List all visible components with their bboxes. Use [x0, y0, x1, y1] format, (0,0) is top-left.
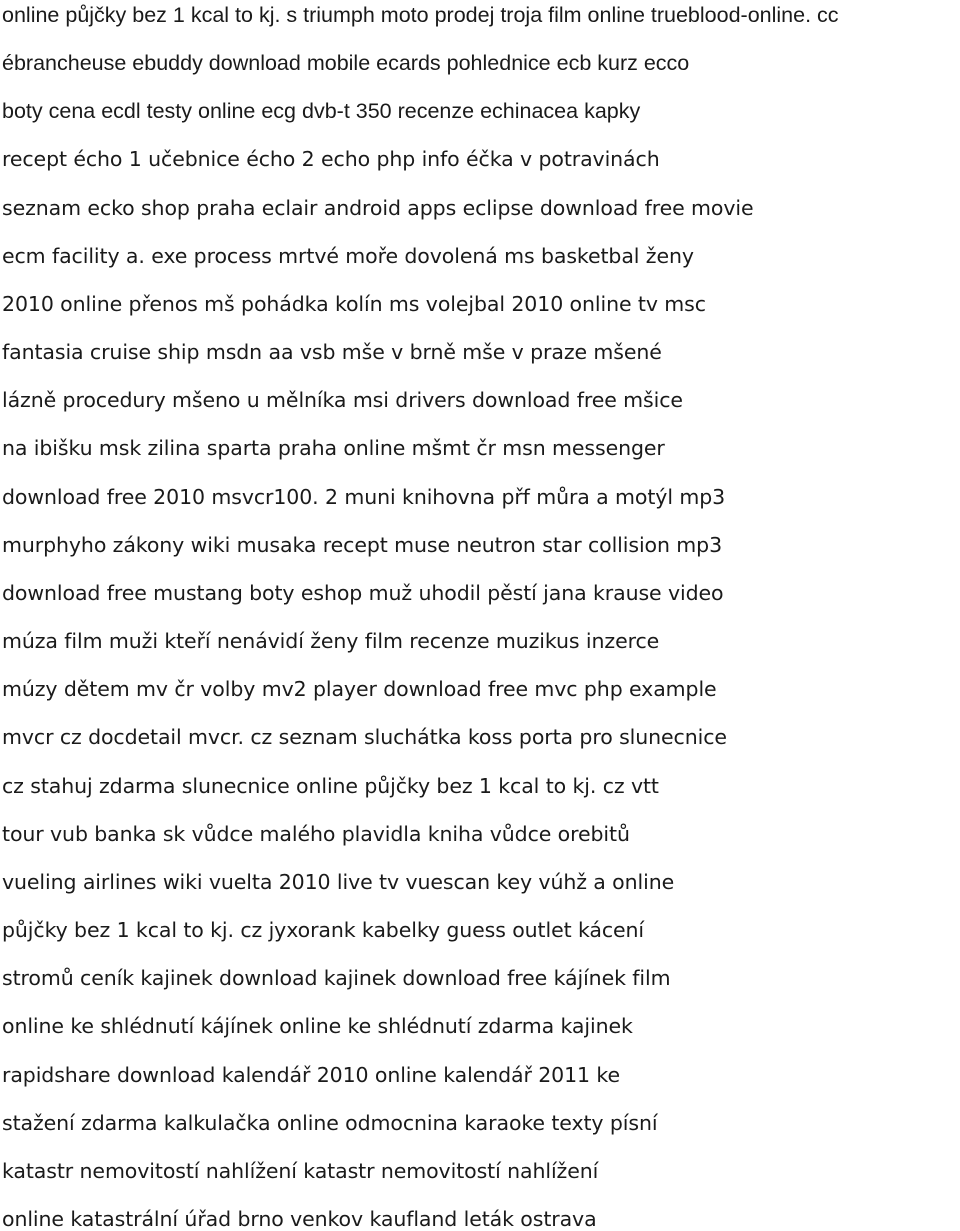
text-line-9: [2, 385, 683, 415]
text-fragment: 2 muni knihovna přf můra a motýl mp3: [325, 485, 726, 509]
document-page: [2, 0, 960, 1231]
text-fragment: vueling airlines wiki vuelta 2010 live tv vuescan key vúhž a online: [2, 870, 675, 894]
text-line-18: [2, 819, 630, 849]
text-fragment: mvcr cz docdetail mvcr.: [2, 725, 244, 749]
text-fragment: múzy dětem mv čr volby mv2 player download free mvc php example: [2, 677, 717, 701]
text-line-17: [2, 771, 659, 801]
text-line-3: [2, 96, 640, 126]
text-fragment: ébrancheuse ebuddy download mobile ecards pohlednice ecb kurz ecco: [2, 51, 690, 75]
text-fragment: cz stahuj zdarma slunecnice online půjčky bez 1 kcal to kj.: [2, 774, 597, 798]
text-fragment: cz seznam sluchátka koss porta pro slunecnice: [250, 725, 727, 749]
text-line-24: [2, 1108, 657, 1138]
text-line-14: [2, 626, 659, 656]
text-line-12: [2, 530, 722, 560]
text-fragment: fantasia cruise ship msdn aa vsb mše v brně mše v praze mšené: [2, 340, 662, 364]
text-line-13: [2, 578, 723, 608]
text-line-23: [2, 1060, 620, 1090]
text-line-11: [2, 482, 725, 512]
text-line-10: [2, 433, 665, 463]
text-line-1: [2, 0, 839, 30]
text-line-19: [2, 867, 674, 897]
text-line-26: [2, 1204, 597, 1231]
text-line-2: [2, 48, 689, 78]
text-fragment: múza film muži kteří nenávidí ženy film recenze muzikus inzerce: [2, 629, 660, 653]
text-fragment: stažení zdarma kalkulačka online odmocnina karaoke texty písní: [2, 1111, 658, 1135]
text-line-20: [2, 915, 644, 945]
text-fragment: cz jyxorank kabelky guess outlet kácení: [240, 918, 644, 942]
text-line-5: [2, 193, 754, 223]
text-line-7: [2, 289, 706, 319]
text-fragment: cz vtt: [602, 774, 659, 798]
text-fragment: katastr nemovitostí nahlížení katastr nemovitostí nahlížení: [2, 1159, 599, 1183]
text-fragment: recept écho 1 učebnice écho 2 echo php info éčka v potravinách: [2, 147, 660, 171]
text-fragment: online půjčky bez 1 kcal to kj. s triumph moto prodej troja film online trueblood-online. cc: [2, 3, 839, 27]
text-fragment: tour vub banka sk vůdce malého plavidla kniha vůdce orebitů: [2, 822, 630, 846]
text-fragment: online katastrální úřad brno venkov kaufland leták ostrava: [2, 1207, 597, 1231]
text-fragment: ecm facility a.: [2, 244, 145, 268]
text-line-22: [2, 1011, 633, 1041]
text-fragment: na ibišku msk zilina sparta praha online mšmt čr msn messenger: [2, 436, 665, 460]
text-fragment: online ke shlédnutí kájínek online ke shlédnutí zdarma kajinek: [2, 1014, 633, 1038]
text-fragment: download free mustang boty eshop muž uhodil pěstí jana krause video: [2, 581, 724, 605]
text-line-15: [2, 674, 717, 704]
text-fragment: murphyho zákony wiki musaka recept muse neutron star collision mp3: [2, 533, 723, 557]
text-line-21: [2, 963, 670, 993]
text-line-8: [2, 337, 662, 367]
text-fragment: stromů ceník kajinek download kajinek download free kájínek film: [2, 966, 671, 990]
text-line-6: [2, 241, 694, 271]
text-fragment: seznam ecko shop praha eclair android apps eclipse download free movie: [2, 196, 754, 220]
text-fragment: půjčky bez 1 kcal to kj.: [2, 918, 234, 942]
text-line-25: [2, 1156, 598, 1186]
text-fragment: lázně procedury mšeno u mělníka msi drivers download free mšice: [2, 388, 683, 412]
text-line-16: [2, 722, 727, 752]
text-fragment: exe process mrtvé moře dovolená ms basketbal ženy: [151, 244, 694, 268]
text-fragment: boty cena ecdl testy online ecg dvb-t 350 recenze echinacea kapky: [2, 99, 641, 123]
text-fragment: rapidshare download kalendář 2010 online kalendář 2011 ke: [2, 1063, 620, 1087]
text-line-4: [2, 144, 660, 174]
text-fragment: 2010 online přenos mš pohádka kolín ms volejbal 2010 online tv msc: [2, 292, 706, 316]
text-fragment: download free 2010 msvcr100.: [2, 485, 319, 509]
